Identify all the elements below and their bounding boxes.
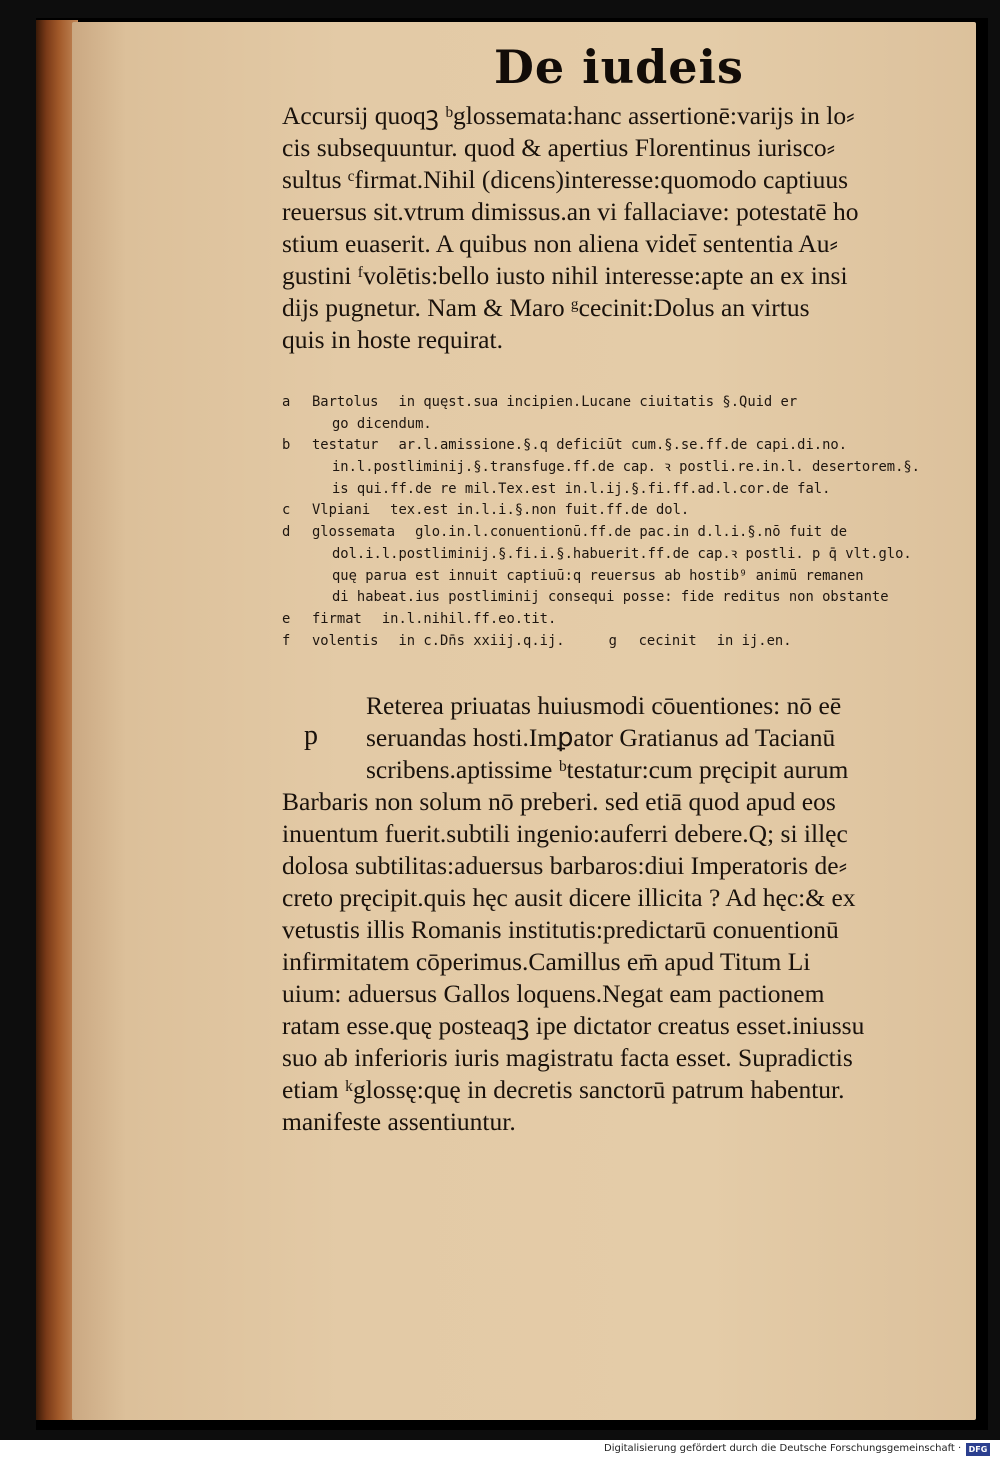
note-keyword: Vlpiani [312, 502, 371, 519]
text-line: uium: aduersus Gallos loquens.Negat eam pactionem [282, 979, 825, 1008]
note-keyword: firmat [312, 610, 362, 627]
note-text: in ij.en. [716, 632, 792, 649]
note-keyword: glossemata [312, 524, 396, 541]
marginal-notes [282, 392, 922, 652]
note-row [282, 414, 922, 436]
text-line: seruandas hosti.Imꝑator Gratianus ad Tacianū [366, 723, 836, 752]
note-text: in.l.postliminij.§.transfuge.ff.de cap. ꝛ postli.re.in.l. desertorem.§. [332, 459, 920, 476]
text-line: infirmitatem cōperimus.Camillus em̄ apud Titum Li [282, 947, 811, 976]
text-line: sultus ᶜfirmat.Nihil (dicens)interesse:quomodo captiuus [282, 165, 849, 194]
note-label: f [282, 632, 291, 649]
running-head: De iudeis [494, 40, 744, 94]
text-line: inuentum fuerit.subtili ingenio:auferri debere.Q; si illęc [282, 819, 848, 848]
note-row [282, 609, 922, 631]
note-row [282, 587, 922, 609]
note-text: tex.est in.l.i.§.non fuit.ff.de dol. [390, 502, 690, 519]
text-line: dijs pugnetur. Nam & Maro ᵍcecinit:Dolus an virtus [282, 293, 810, 322]
note-label: a [282, 394, 291, 410]
note-keyword: volentis [312, 632, 379, 649]
note-text: in c.Dn̄s xxiij.q.ij. [398, 632, 565, 649]
note-row [282, 392, 922, 414]
note-text: di habeat.ius postliminij consequi posse: fide reditus non obstante [332, 589, 889, 606]
note-text: dol.i.l.postliminij.§.fi.i.§.habuerit.ff.de cap.ꝛ postli. p q̄ vlt.glo. [332, 545, 912, 562]
note-row [282, 500, 922, 522]
text-line: scribens.aptissime ᵇtestatur:cum pręcipit aurum [366, 755, 849, 784]
note-text: go dicendum. [332, 415, 432, 432]
note-keyword: Bartolus [312, 394, 379, 410]
text-line: suo ab inferioris iuris magistratu facta esset. Supradictis [282, 1043, 853, 1072]
text-line: creto pręcipit.quis hęc ausit dicere illicita ? Ad hęc:& ex [282, 883, 856, 912]
text-line: etiam ᵏglossę:quę in decretis sanctorū patrum habentur. [282, 1075, 845, 1104]
note-text: in quęst.sua incipien.Lucane ciuitatis §.Quid er [398, 394, 798, 410]
note-text: quę parua est innuit captiuū:q reuersus ab hostib⁹ animū remanen [332, 567, 864, 584]
note-label: c [282, 502, 291, 519]
text-line: manifeste assentiuntur. [282, 1107, 516, 1136]
text-line: Reterea priuatas huiusmodi cōuentiones: nō eē [366, 691, 842, 720]
note-row [282, 435, 922, 457]
note-row [282, 457, 922, 479]
note-row [282, 566, 922, 588]
text-line: quis in hoste requirat. [282, 325, 503, 354]
text-line: Accursij quoqꝫ ᵇglossemata:hanc assertionē:varijs in lo⸗ [282, 101, 855, 130]
text-line: cis subsequuntur. quod & apertius Florentinus iurisco⸗ [282, 133, 836, 162]
note-text: glo.in.l.conuentionū.ff.de pac.in d.l.i.§.nō fuit de [415, 524, 848, 541]
note-text: in.l.nihil.ff.eo.tit. [381, 610, 557, 627]
note-keyword: cecinit [638, 632, 697, 649]
main-text-block-2 [282, 690, 922, 1138]
note-text: ar.l.amissione.§.q deficiūt cum.§.se.ff.de capi.di.no. [398, 437, 848, 454]
note-label: d [282, 524, 291, 541]
funding-credit: Digitalisierung gefördert durch die Deutsche Forschungsgemeinschaft · [604, 1443, 962, 1454]
note-label: e [282, 610, 291, 627]
note-row [282, 522, 922, 544]
note-row [282, 631, 922, 653]
note-label: b [282, 437, 291, 454]
text-line: stium euaserit. A quibus non aliena videt̄ sententia Au⸗ [282, 229, 838, 258]
note-label: g [608, 632, 617, 649]
text-line: vetustis illis Romanis institutis:predictarū conuentionū [282, 915, 839, 944]
note-text: is qui.ff.de re mil.Tex.est in.l.ij.§.fi.ff.ad.l.cor.de fal. [332, 480, 831, 497]
text-line: ratam esse.quę posteaqꝫ ipe dictator creatus esset.iniussu [282, 1011, 865, 1040]
initial-letter-guide: p [304, 720, 318, 751]
text-line: gustini ᶠvolētis:bello iusto nihil interesse:apte an ex insi [282, 261, 848, 290]
note-row [282, 544, 922, 566]
note-row [282, 479, 922, 501]
note-keyword: testatur [312, 437, 379, 454]
dfg-logo: DFG [966, 1443, 990, 1456]
text-line: dolosa subtilitas:aduersus barbaros:diui Imperatoris de⸗ [282, 851, 848, 880]
main-text-block-1 [282, 100, 922, 356]
text-line: reuersus sit.vtrum dimissus.an vi fallaciave: potestatē ho [282, 197, 859, 226]
text-line: Barbaris non solum nō preberi. sed etiā quod apud eos [282, 787, 836, 816]
